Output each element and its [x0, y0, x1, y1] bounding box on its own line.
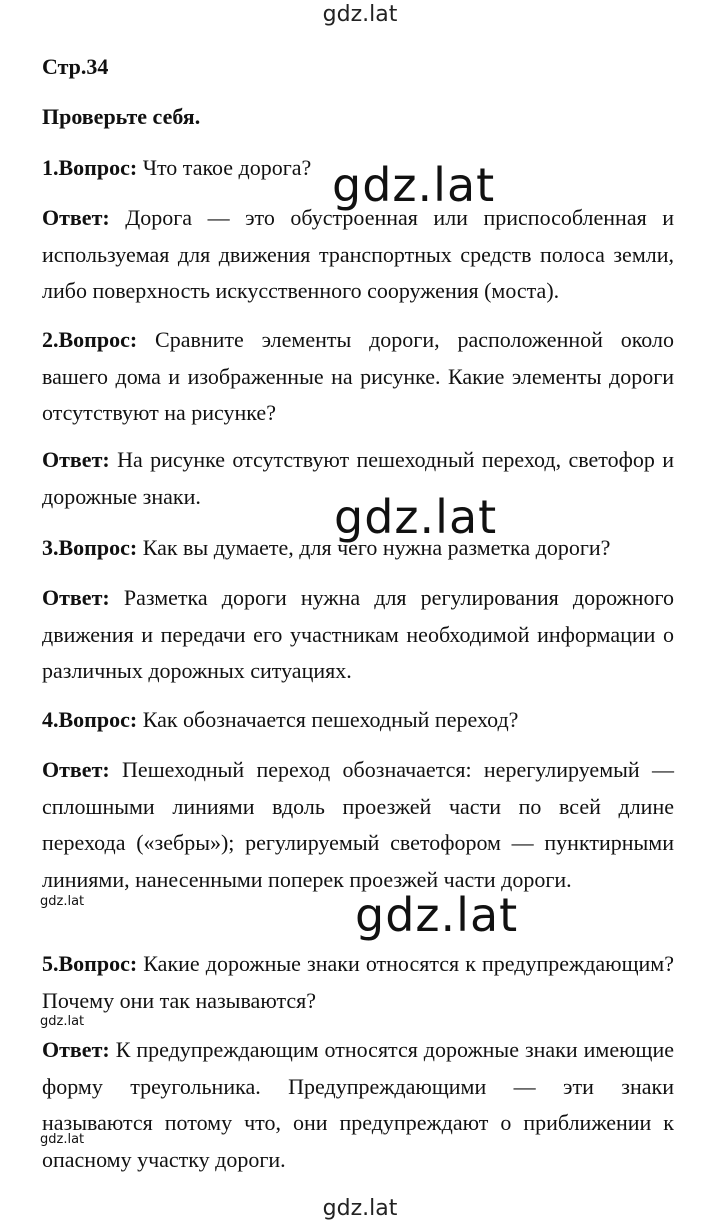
watermark-large: gdz.lat	[334, 490, 498, 544]
watermark-top: gdz.lat	[322, 2, 398, 27]
question-text: Сравните элементы дороги, расположенной около вашего дома и изображенные на рисунке. Какие элементы дороги отсутствуют на рисунке?	[42, 327, 674, 425]
answer-4	[42, 752, 674, 898]
question-text: Что такое дорога?	[142, 155, 312, 180]
answer-label: Ответ:	[42, 585, 110, 610]
watermark-small: gdz.lat	[40, 1132, 85, 1147]
question-label: Вопрос:	[58, 327, 138, 352]
watermark-bottom: gdz.lat	[322, 1196, 398, 1221]
question-number: 5.	[42, 951, 59, 976]
answer-text: К предупреждающим относятся дорожные знаки имеющие форму треугольника. Предупреждающими — эти знаки называются потому что, они предупреждают о приближении к опасному участку дороги.	[42, 1037, 674, 1172]
answer-1	[42, 200, 674, 310]
answer-label: Ответ:	[42, 447, 110, 472]
page-label: Стр.34	[42, 54, 109, 79]
question-number: 2.	[42, 327, 59, 352]
question-label: Вопрос:	[58, 951, 138, 976]
question-label: Вопрос:	[58, 155, 138, 180]
question-4	[42, 702, 674, 739]
question-number: 1.	[42, 155, 59, 180]
answer-text: Дорога — это обустроенная или приспособленная и используемая для движения транспортных средств полоса земли, либо поверхность искусственного сооружения (моста).	[42, 205, 675, 303]
question-2	[42, 322, 674, 432]
answer-label: Ответ:	[42, 1037, 110, 1062]
watermark-small: gdz.lat	[40, 1014, 85, 1029]
watermark-large: gdz.lat	[355, 888, 519, 942]
answer-text: На рисунке отсутствуют пешеходный переход, светофор и дорожные знаки.	[42, 447, 674, 509]
answer-3	[42, 580, 674, 690]
answer-label: Ответ:	[42, 757, 110, 782]
answer-label: Ответ:	[42, 205, 110, 230]
question-5	[42, 946, 674, 1019]
answer-text: Пешеходный переход обозначается: нерегулируемый — сплошными линиями вдоль проезжей части по всей длине перехода («зебры»); регулируемый светофором — пунктирными линиями, нанесенными поперек проезжей части дороги.	[42, 757, 675, 892]
watermark-large: gdz.lat	[332, 158, 496, 212]
section-title: Проверьте себя.	[42, 104, 201, 129]
question-label: Вопрос:	[58, 535, 138, 560]
question-text: Какие дорожные знаки относятся к предупреждающим? Почему они так называются?	[42, 951, 674, 1013]
question-text: Как вы думаете, для чего нужна разметка дороги?	[142, 535, 611, 560]
watermark-small: gdz.lat	[40, 894, 85, 909]
question-number: 4.	[42, 707, 59, 732]
answer-5	[42, 1032, 674, 1178]
answer-text: Разметка дороги нужна для регулирования дорожного движения и передачи его участникам необходимой информации о различных дорожных ситуациях.	[42, 585, 675, 683]
question-label: Вопрос:	[58, 707, 138, 732]
question-number: 3.	[42, 535, 59, 560]
question-text: Как обозначается пешеходный переход?	[142, 707, 519, 732]
